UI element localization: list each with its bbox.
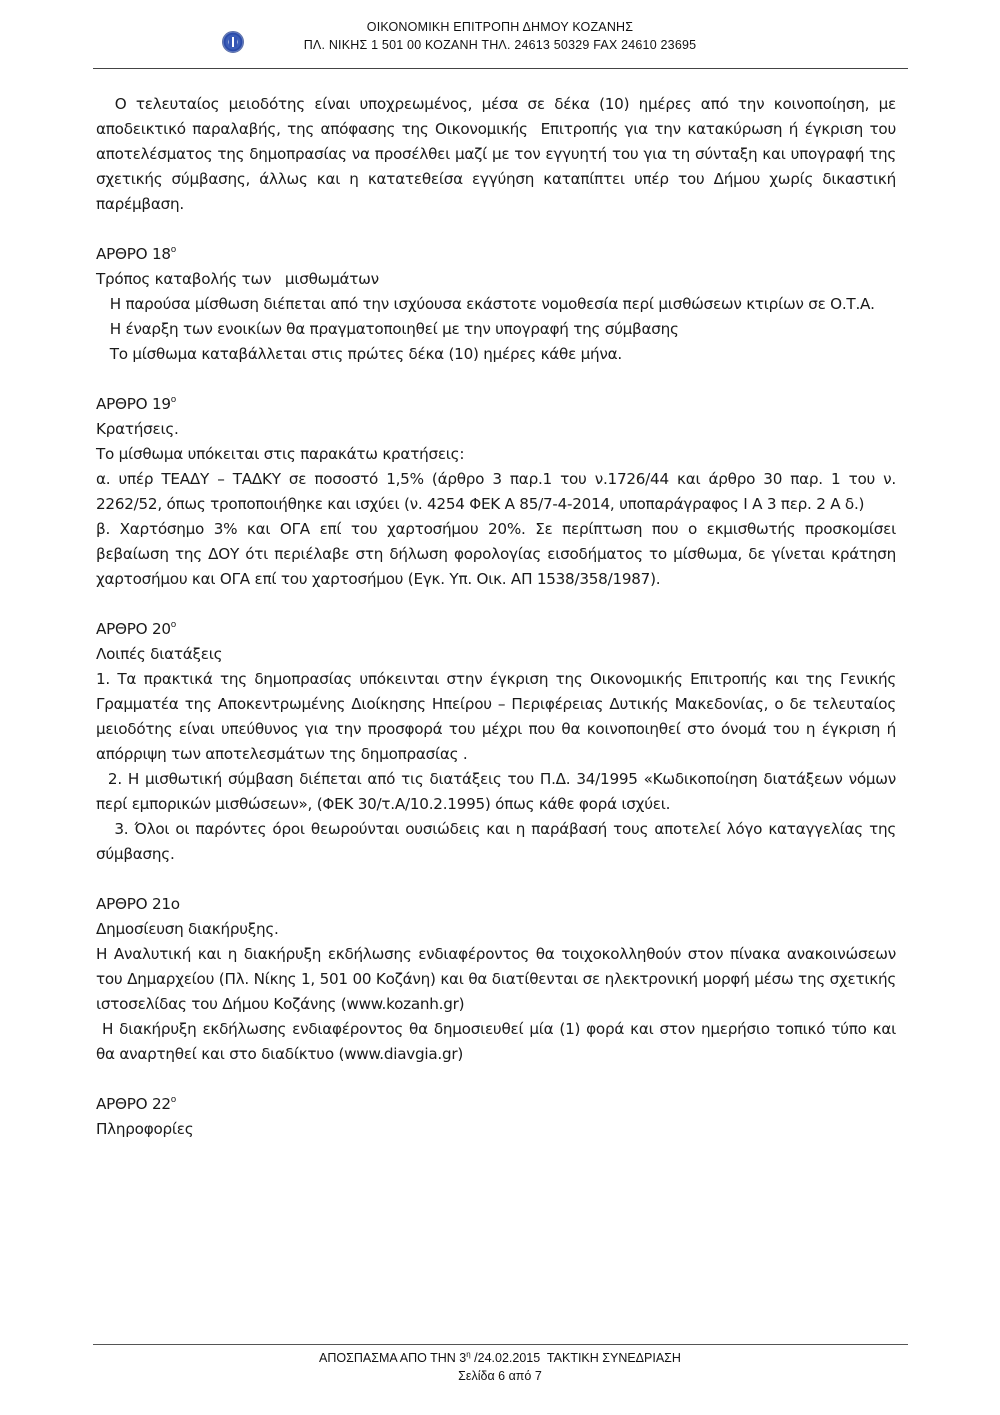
letterhead bbox=[0, 18, 1000, 54]
article-19 bbox=[96, 392, 896, 592]
article-paragraph: Η διακήρυξη εκδήλωσης ενδιαφέροντος θα δημοσιευθεί μία (1) φορά και στον ημερήσιο τοπικό τύπο και θα αναρτηθεί και στο διαδίκτυο (www.diavgia.gr) bbox=[96, 1020, 906, 1063]
article-paragraph: 1. Τα πρακτικά της δημοπρασίας υπόκεινται στην έγκριση της Οικονομικής Επιτροπής και της Γενικής Γραμματέα της Αποκεντρωμένης Διοίκησης Ηπείρου – Περιφέρειας Δυτικής Μακεδονίας, ο δε τελευταίος μειοδότης είναι υπεύθυνος για την προσφορά του μέχρι που θα κοινοποιηθεί στο όνομά του η έγκριση ή απόρριψη των αποτελεσμάτων της δημοπρασίας . bbox=[96, 670, 896, 763]
article-heading: ΑΡΘΡΟ $19^o$ bbox=[96, 395, 177, 413]
letterhead-address: ΠΛ. ΝΙΚΗΣ 1 501 00 ΚΟΖΑΝΗ ΤΗΛ. 24613 50329 FAX 24610 23695 bbox=[303, 38, 697, 52]
article-paragraph: α. υπέρ ΤΕΑΔΥ – ΤΑΔΚΥ σε ποσοστό 1,5% (άρθρο 3 παρ.1 του ν.1726/44 και άρθρο 30 παρ. 1 του ν. 2262/52, όπως τροποποιήθηκε και ισχύει (ν. 4254 ΦΕΚ Α 85/7-4-2014, υποπαράγραφος Ι Α 3 περ. 2 Α δ.) bbox=[96, 470, 896, 513]
footer-divider bbox=[93, 1344, 908, 1345]
article-paragraph: Το μίσθωμα καταβάλλεται στις πρώτες δέκα (10) ημέρες κάθε μήνα. bbox=[96, 345, 622, 363]
header-divider bbox=[93, 68, 908, 69]
footer-excerpt-label: ΑΠΟΣΠΑΣΜΑ ΑΠΟ ΤΗΝ $3^\eta$ /24.02.2015 ΤΑΚΤΙΚΗ ΣΥΝΕΔΡΙΑΣΗ bbox=[319, 1350, 681, 1365]
article-paragraph: 3. Όλοι οι παρόντες όροι θεωρούνται ουσιώδεις και η παράβασή τους αποτελεί λόγο καταγγελίας της σύμβασης. bbox=[96, 820, 901, 863]
article-21 bbox=[96, 892, 906, 1067]
article-paragraph: Η έναρξη των ενοικίων θα πραγματοποιηθεί με την υπογραφή της σύμβασης bbox=[96, 320, 679, 338]
article-paragraph: β. Χαρτόσημο 3% και ΟΓΑ επί του χαρτοσήμου 20%. Σε περίπτωση που ο εκμισθωτής προσκομίσει βεβαίωση της ΔΟΥ ότι περιέλαβε στη δήλωση φορολογίας εισοδήματος το μίσθωμα, δε γίνεται κράτηση χαρτοσήμου και ΟΓΑ επί του χαρτοσήμου (Εγκ. Υπ. Οικ. ΑΠ 1538/358/1987). bbox=[96, 520, 896, 588]
article-title: Λοιπές διατάξεις bbox=[96, 645, 223, 663]
article-paragraph: Η παρούσα μίσθωση διέπεται από την ισχύουσα εκάστοτε νομοθεσία περί μισθώσεων κτιρίων σε Ο.Τ.Α. bbox=[96, 295, 875, 313]
document-body bbox=[96, 92, 906, 1142]
article-heading: ΑΡΘΡΟ 21ο bbox=[96, 895, 180, 913]
article-22 bbox=[96, 1092, 896, 1142]
article-paragraph: Η Αναλυτική και η διακήρυξη εκδήλωσης ενδιαφέροντος θα τοιχοκολληθούν στον πίνακα ανακοινώσεων του Δημαρχείου (Πλ. Νίκης 1, 501 00 Κοζάνη) και θα διατίθενται σε ηλεκτρονική μορφή μέσω της σχετικής ιστοσελίδας του Δήμου Κοζάνης (www.kozanh.gr) bbox=[96, 945, 896, 1013]
article-title: Δημοσίευση διακήρυξης. bbox=[96, 920, 279, 938]
article-18 bbox=[96, 242, 896, 367]
article-paragraph: 2. Η μισθωτική σύμβαση διέπεται από τις διατάξεις του Π.Δ. 34/1995 «Κωδικοποίηση διατάξεων νόμων περί εμπορικών μισθώσεων», (ΦΕΚ 30/τ.Α/10.2.1995) όπως κάθε φορά ισχύει. bbox=[96, 770, 901, 813]
article-title: Κρατήσεις. bbox=[96, 420, 179, 438]
article-paragraph: Το μίσθωμα υπόκειται στις παρακάτω κρατήσεις: bbox=[96, 445, 465, 463]
article-heading: ΑΡΘΡΟ $22^o$ bbox=[96, 1095, 177, 1113]
page-number: Σελίδα 6 από 7 bbox=[458, 1369, 542, 1383]
article-title: Τρόπος καταβολής των μισθωμάτων bbox=[96, 270, 379, 288]
article-title: Πληροφορίες bbox=[96, 1120, 194, 1138]
intro-paragraph: Ο τελευταίος μειοδότης είναι υποχρεωμένος, μέσα σε δέκα (10) ημέρες από την κοινοποίηση, με αποδεικτικό παραλαβής, της απόφασης της Οικονομικής Επιτροπής για την κατακύρωση ή έγκριση του αποτελέσματος της δημοπρασίας να προσέλθει μαζί με τον εγγυητή του για τη σύνταξη και υπογραφή της σχετικής σύμβασης, άλλως και η κατατεθείσα εγγύηση καταπίπτει υπέρ του Δήμου χωρίς δικαστική παρέμβαση. bbox=[96, 95, 901, 213]
page-footer bbox=[0, 1349, 1000, 1385]
letterhead-title: ΟΙΚΟΝΟΜΙΚΗ ΕΠΙΤΡΟΠΗ ΔΗΜΟΥ ΚΟΖΑΝΗΣ bbox=[366, 20, 634, 34]
article-20 bbox=[96, 617, 901, 867]
article-heading: ΑΡΘΡΟ $20^o$ bbox=[96, 620, 177, 638]
greek-coat-of-arms-icon bbox=[222, 31, 244, 53]
article-heading: ΑΡΘΡΟ $18^o$ bbox=[96, 245, 177, 263]
